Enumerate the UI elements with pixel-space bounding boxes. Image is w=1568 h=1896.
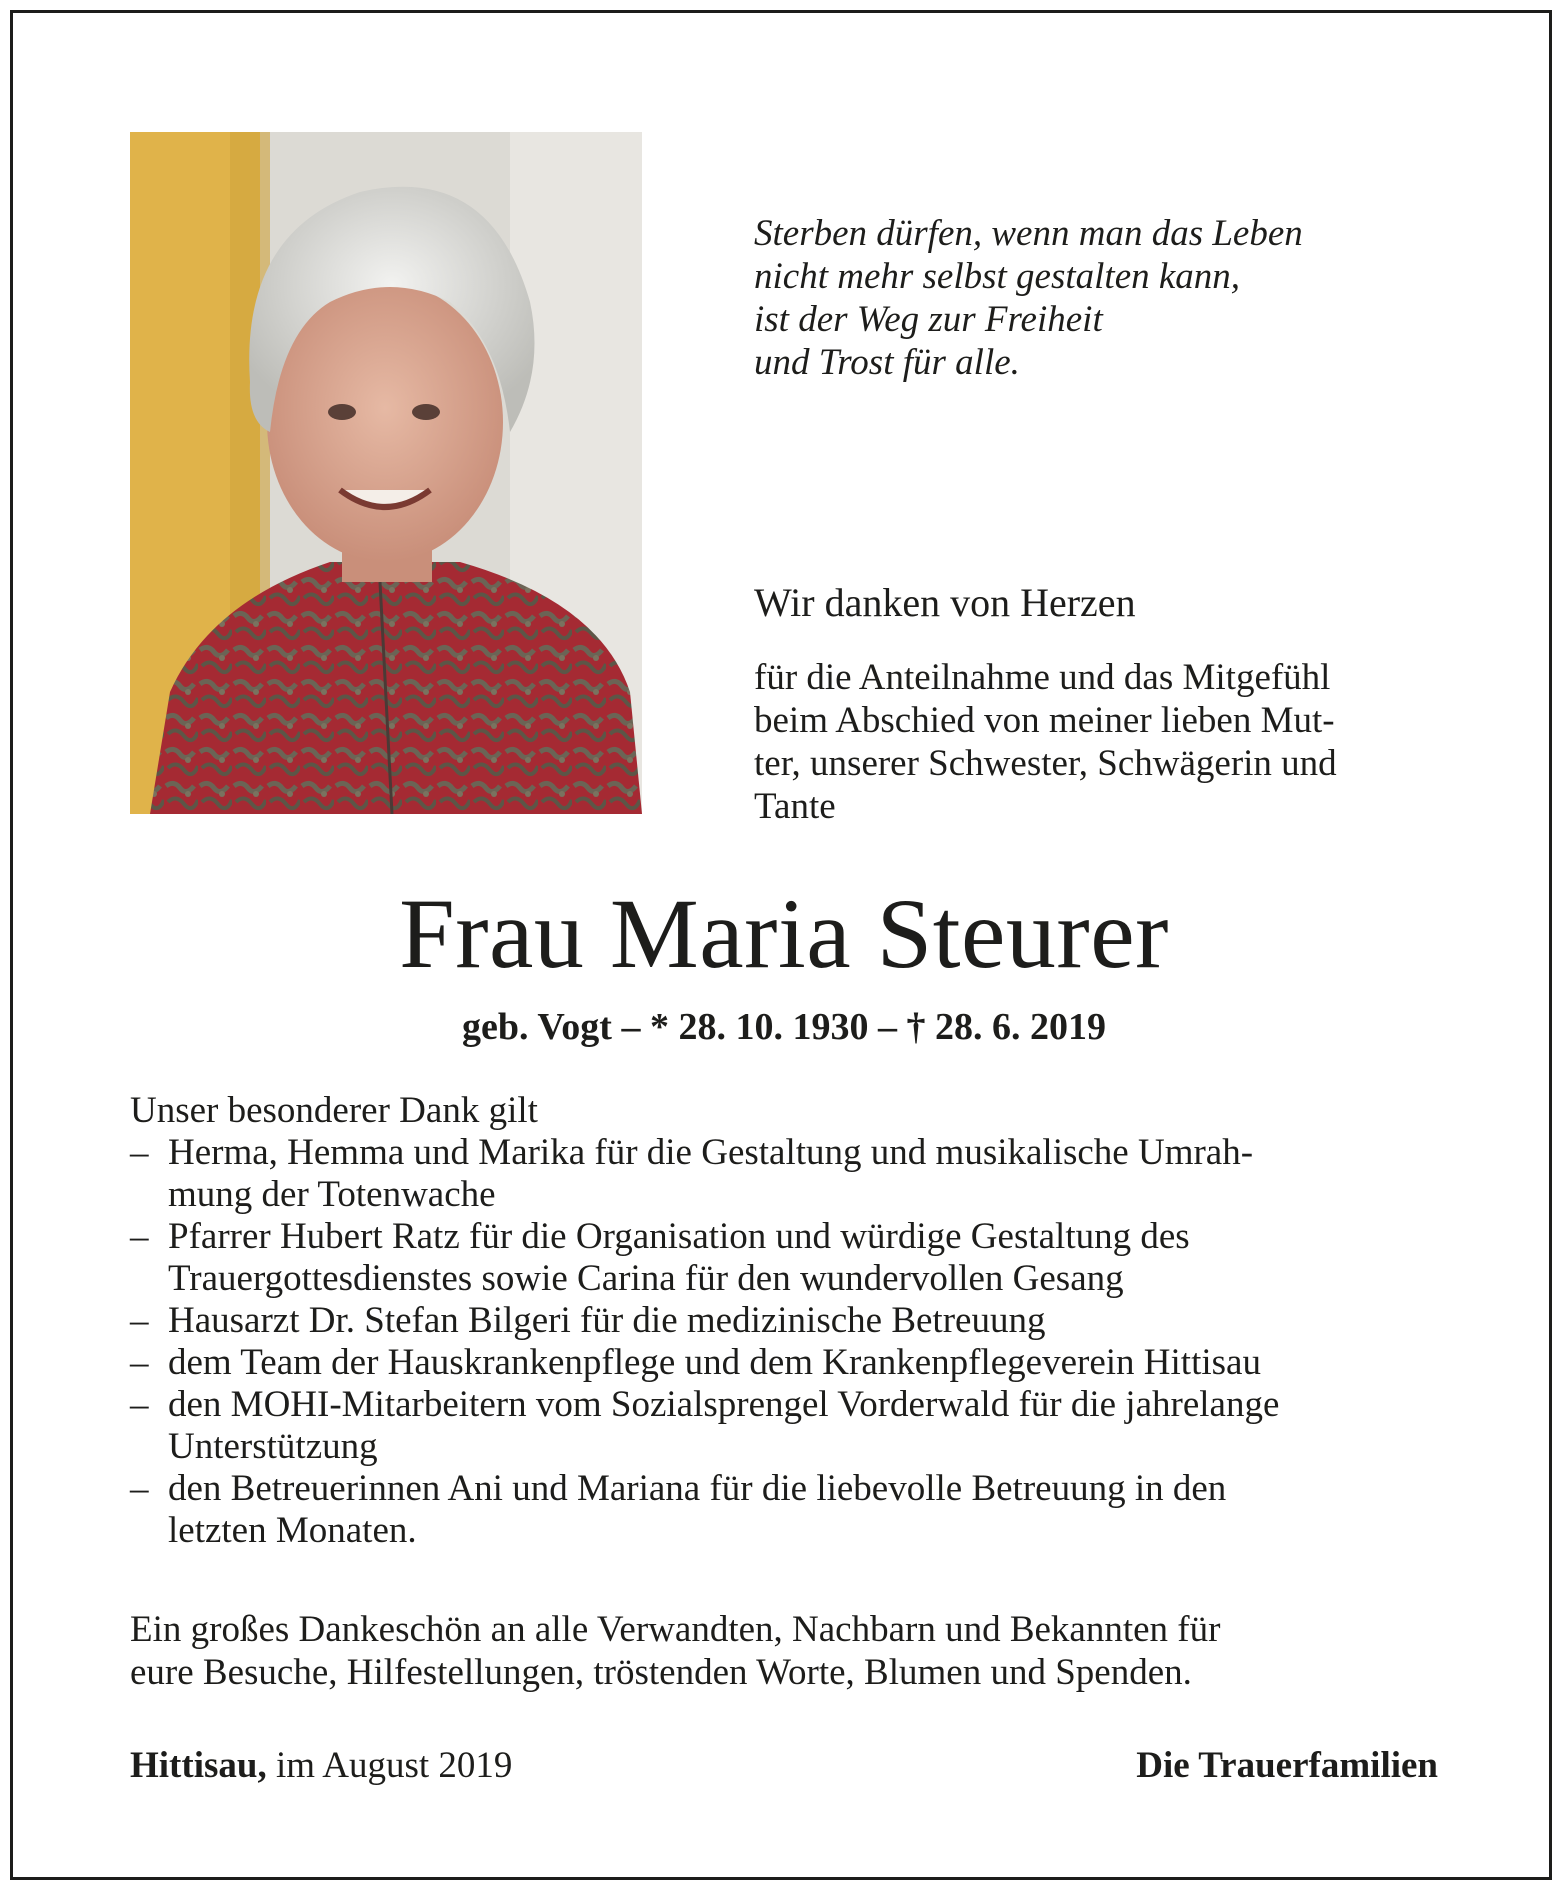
thanks-heading: Wir danken von Herzen bbox=[754, 580, 1136, 625]
closing-line: eure Besuche, Hilfestellungen, tröstenden Worte, Blumen und Spenden. bbox=[130, 1652, 1192, 1693]
deceased-name: Frau Maria Steurer bbox=[399, 878, 1169, 989]
signature: Die Trauerfamilien bbox=[1136, 1745, 1438, 1786]
list-item-line: dem Team der Hauskrankenpflege und dem Krankenpflegeverein Hittisau bbox=[168, 1342, 1261, 1383]
motto-quote bbox=[754, 212, 1454, 384]
closing-paragraph bbox=[130, 1608, 1440, 1694]
list-item bbox=[130, 1342, 1440, 1384]
deceased-dates: geb. Vogt – * 28. 10. 1930 – † 28. 6. 2019 bbox=[462, 1006, 1106, 1048]
list-item-line: Pfarrer Hubert Ratz für die Organisation und würdige Gestaltung des bbox=[168, 1216, 1190, 1257]
list-item-line: Hausarzt Dr. Stefan Bilgeri für die medizinische Betreuung bbox=[168, 1300, 1046, 1341]
thanks-line: für die Anteilnahme und das Mitgefühl bbox=[754, 657, 1331, 698]
thanks-body bbox=[754, 656, 1444, 828]
place-and-date bbox=[130, 1744, 512, 1788]
dash-bullet: – bbox=[130, 1300, 149, 1341]
thanks-line: ter, unserer Schwester, Schwägerin und bbox=[754, 743, 1337, 784]
list-item-line: letzten Monaten. bbox=[168, 1510, 417, 1551]
place: Hittisau, bbox=[130, 1745, 267, 1786]
list-item bbox=[130, 1468, 1440, 1552]
list-item-line: mung der Totenwache bbox=[168, 1174, 496, 1215]
dash-bullet: – bbox=[130, 1342, 149, 1383]
dash-bullet: – bbox=[130, 1216, 149, 1257]
date: im August 2019 bbox=[266, 1745, 513, 1786]
thanks-line: beim Abschied von meiner lieben Mut- bbox=[754, 700, 1335, 741]
motto-line: und Trost für alle. bbox=[754, 342, 1020, 383]
special-thanks bbox=[130, 1090, 1440, 1552]
list-item-line: den Betreuerinnen Ani und Mariana für die liebevolle Betreuung in den bbox=[168, 1468, 1227, 1509]
special-thanks-intro: Unser besonderer Dank gilt bbox=[130, 1090, 538, 1131]
list-item-line: Unterstützung bbox=[168, 1426, 378, 1467]
list-item bbox=[130, 1132, 1440, 1216]
dash-bullet: – bbox=[130, 1132, 149, 1173]
motto-line: Sterben dürfen, wenn man das Leben bbox=[754, 213, 1303, 254]
motto-line: ist der Weg zur Freiheit bbox=[754, 299, 1103, 340]
list-item-line: Herma, Hemma und Marika für die Gestaltung und musikalische Umrah- bbox=[168, 1132, 1254, 1173]
list-item bbox=[130, 1300, 1440, 1342]
motto-line: nicht mehr selbst gestalten kann, bbox=[754, 256, 1241, 297]
list-item-line: den MOHI-Mitarbeitern vom Sozialsprengel Vorderwald für die jahrelange bbox=[168, 1384, 1280, 1425]
closing-line: Ein großes Dankeschön an alle Verwandten, Nachbarn und Bekannten für bbox=[130, 1609, 1221, 1650]
list-item bbox=[130, 1384, 1440, 1468]
list-item-line: Trauergottesdienstes sowie Carina für den wundervollen Gesang bbox=[168, 1258, 1124, 1299]
list-item bbox=[130, 1216, 1440, 1300]
dash-bullet: – bbox=[130, 1384, 149, 1425]
thanks-line: Tante bbox=[754, 786, 836, 827]
portrait-photo bbox=[130, 132, 642, 814]
dash-bullet: – bbox=[130, 1468, 149, 1509]
